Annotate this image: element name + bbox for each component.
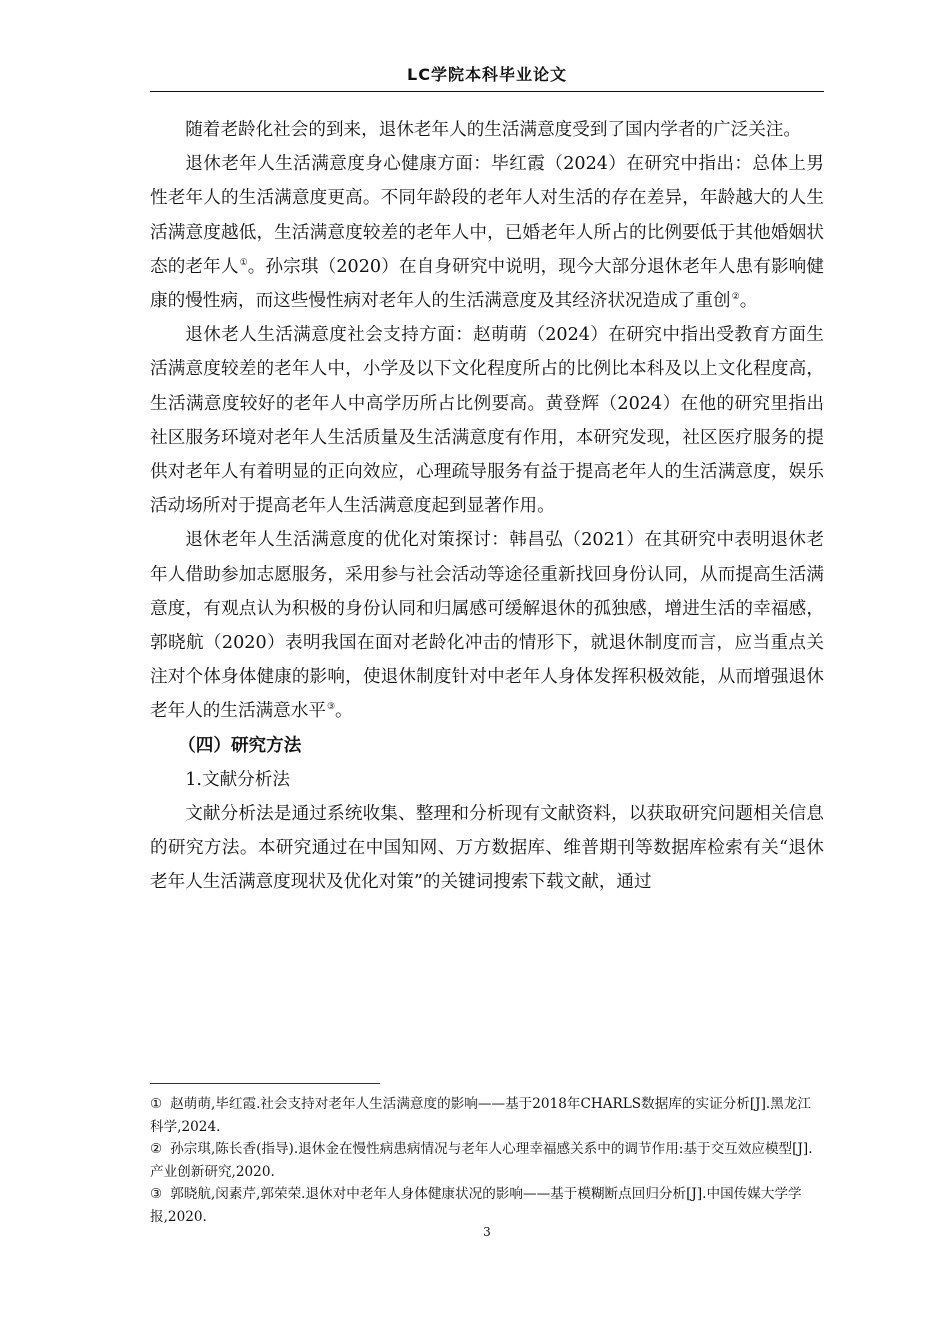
footnote-text: 赵萌萌,毕红霞.社会支持对老年人生活满意度的影响——基于2018年CHARLS数据库的实证分析[J].黑龙江科学,2024. <box>150 1096 812 1135</box>
paragraph-health <box>150 147 824 318</box>
footnote-3 <box>150 1183 824 1228</box>
footnote-text: 郭晓航,闵素芹,郭荣荣.退休对中老年人身体健康状况的影响——基于模糊断点回归分析[J].中国传媒大学学报,2020. <box>150 1186 802 1225</box>
footnote-ref-2[interactable]: ② <box>731 292 740 303</box>
paragraph-intro: 随着老龄化社会的到来，退休老年人的生活满意度受到了国内学者的广泛关注。 <box>185 120 801 140</box>
subsection-heading: 1.文献分析法 <box>185 769 290 790</box>
footnote-text: 孙宗琪,陈长香(指导).退休金在慢性病患病情况与老年人心理幸福感关系中的调节作用:基于交互效应模型[J].产业创新研究,2020. <box>150 1141 813 1180</box>
footnote-ref-3[interactable]: ③ <box>326 702 336 713</box>
footnote-1 <box>150 1093 824 1138</box>
page-number: 3 <box>483 1225 491 1239</box>
footnote-mark: ③ <box>150 1186 163 1202</box>
footnote-divider <box>150 1083 380 1084</box>
footnote-ref-1[interactable]: ① <box>239 257 248 268</box>
paragraph-optimization-part2: 。 <box>335 701 353 722</box>
paragraph-method: 文献分析法是通过系统收集、整理和分析现有文献资料，以获取研究问题相关信息的研究方法。本研究通过在中国知网、万方数据库、维普期刊等数据库检索有关“退休老年人生活满意度现状及优化对策”的关键词搜索下载文献，通过 <box>150 804 824 893</box>
paragraph-health-part1: 退休老年人生活满意度身心健康方面：毕红霞（2024）在研究中指出：总体上男性老年人的生活满意度更高。不同年龄段的老年人对生活的存在差异，年龄越大的人生活满意度越低，生活满意度较差的老年人中，已婚老年人所占的比例要低于其他婚姻状态的老年人 <box>150 154 824 277</box>
main-body <box>150 113 824 900</box>
paragraph-health-part3: 。 <box>739 291 758 312</box>
paragraph-optimization-part1: 退休老年人生活满意度的优化对策探讨：韩昌弘（2021）在其研究中表明退休老年人借助参加志愿服务，采用参与社会活动等途径重新找回身份认同，从而提高生活满意度，有观点认为积极的身份认同和归属感可缓解退休的孤独感，增进生活的幸福感，郭晓航（2020）表明我国在面对老龄化冲击的情形下，就退休制度而言，应当重点关注对个体身体健康的影响，使退休制度针对中老年人身体发挥积极效能，从而增强退休老年人的生活满意水平 <box>150 530 824 722</box>
footnote-mark: ① <box>150 1096 163 1112</box>
section-heading: （四）研究方法 <box>178 735 302 756</box>
paragraph-health-part2: 。孙宗琪（2020）在自身研究中说明，现今大部分退休老年人患有影响健康的慢性病，而这些慢性病对老年人的生活满意度及其经济状况造成了重创 <box>150 256 824 312</box>
footnote-2 <box>150 1138 824 1183</box>
running-header: LC学院本科毕业论文 <box>407 65 567 84</box>
paragraph-social-support: 退休老人生活满意度社会支持方面：赵萌萌（2024）在研究中指出受教育方面生活满意度较差的老年人中，小学及以下文化程度所占的比例比本科及以上文化程度高，生活满意度较好的老年人中高学历所占比例要高。黄登辉（2024）在他的研究里指出社区服务环境对老年人生活质量及生活满意度有作用，本研究发现，社区医疗服务的提供对老年人有着明显的正向效应，心理疏导服务有益于提高老年人的生活满意度，娱乐活动场所对于提高老年人生活满意度起到显著作用。 <box>150 325 824 517</box>
paragraph-optimization <box>150 523 824 728</box>
footnote-mark: ② <box>150 1141 163 1157</box>
footnotes <box>150 1093 824 1228</box>
header-divider <box>150 91 824 92</box>
